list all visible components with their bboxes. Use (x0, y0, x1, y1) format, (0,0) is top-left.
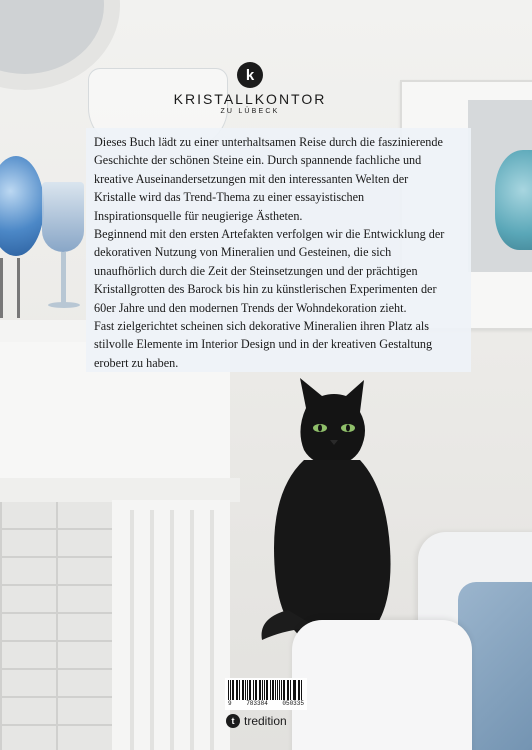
publisher-name: tredition (244, 714, 287, 728)
logo-badge-icon (237, 62, 263, 88)
blurb-line: Dieses Buch lädt zu einer unterhaltsamen Reise durch die faszinierende (94, 135, 443, 149)
isbn-digits (225, 700, 307, 707)
blurb-line: Kristalle wird das Trend-Thema zu einer essayistischen (94, 190, 365, 205)
tredition-icon (226, 714, 240, 728)
blurb-line: Inspirationsquelle für neugierige Ästheten. (94, 208, 303, 223)
blurb-line: erobert zu haben. (94, 355, 179, 370)
isbn-first-digit: 9 (228, 700, 232, 707)
barcode-bar (267, 680, 268, 700)
blurb-line: Geschichte der schönen Steine ein. Durch spannende fachliche und (94, 153, 422, 168)
barcode-bars (228, 680, 304, 700)
barcode-bar (243, 680, 244, 700)
black-cat (248, 378, 408, 648)
barcode-bar (266, 680, 267, 700)
blurb-line: stilvolle Elemente im Interior Design und in der kreativen Gestaltung (94, 337, 433, 352)
blurb-line: 60er Jahre und den modernen Trends der Wohndekoration zieht. (94, 300, 407, 315)
brick-wall (0, 500, 112, 750)
pillar-flute (190, 510, 194, 750)
sofa-armrest (292, 620, 472, 750)
logo-subtitle: ZU LÜBECK (220, 108, 280, 115)
blue-wine-glass (42, 182, 84, 252)
pillar-flute (210, 510, 214, 750)
barcode-bar (288, 680, 289, 700)
crystal-artwork (495, 150, 532, 250)
barcode-bar (275, 680, 276, 700)
logo-name: KRISTALLKONTOR (173, 91, 327, 107)
barcode-bar (299, 680, 300, 700)
tredition-icon-letter: t (231, 715, 235, 726)
blue-crystal-sphere (0, 156, 44, 256)
publisher-logo (170, 62, 330, 115)
pillar-flute (170, 510, 174, 750)
barcode-bar (287, 680, 288, 700)
sphere-stand (0, 258, 20, 318)
blurb-text (94, 133, 464, 372)
pillar-flute (150, 510, 154, 750)
mantel-ledge (0, 478, 240, 502)
wine-glass-stem (61, 252, 66, 304)
blurb-panel (86, 128, 471, 372)
barcode-bar (281, 680, 282, 700)
barcode-bar (237, 680, 238, 700)
isbn-right-group: 050335 (282, 700, 304, 707)
blurb-line: Beginnend mit den ersten Artefakten verfolgen wir die Entwicklung der (94, 227, 445, 242)
barcode-bar (260, 680, 261, 700)
wine-glass-foot (48, 302, 80, 308)
blurb-line: Fast zielgerichtet scheinen sich dekorative Mineralien ihren Platz als (94, 319, 430, 334)
barcode-bar (242, 680, 243, 700)
barcode-bar (232, 680, 233, 700)
tredition-logo (226, 714, 287, 728)
isbn-left-group: 783384 (246, 700, 268, 707)
blurb-line: kreative Auseinandersetzungen mit den interessanten Welten der (94, 171, 409, 186)
blurb-line: unaufhörlich durch die Zeit der Steinsetzungen und der prächtigen (94, 263, 418, 278)
blurb-line: Kristallgrotten des Barock bis hin zu künstlerischen Experimenten der (94, 282, 437, 297)
pillar-flute (130, 510, 134, 750)
barcode-bar (250, 680, 251, 700)
blurb-line: dekorativen Nutzung von Mineralien und Gesteinen, die sich (94, 245, 392, 260)
barcode-bar (295, 680, 296, 700)
logo-badge-letter: k (245, 66, 255, 84)
barcode-bar (255, 680, 256, 700)
isbn-barcode (225, 678, 307, 710)
